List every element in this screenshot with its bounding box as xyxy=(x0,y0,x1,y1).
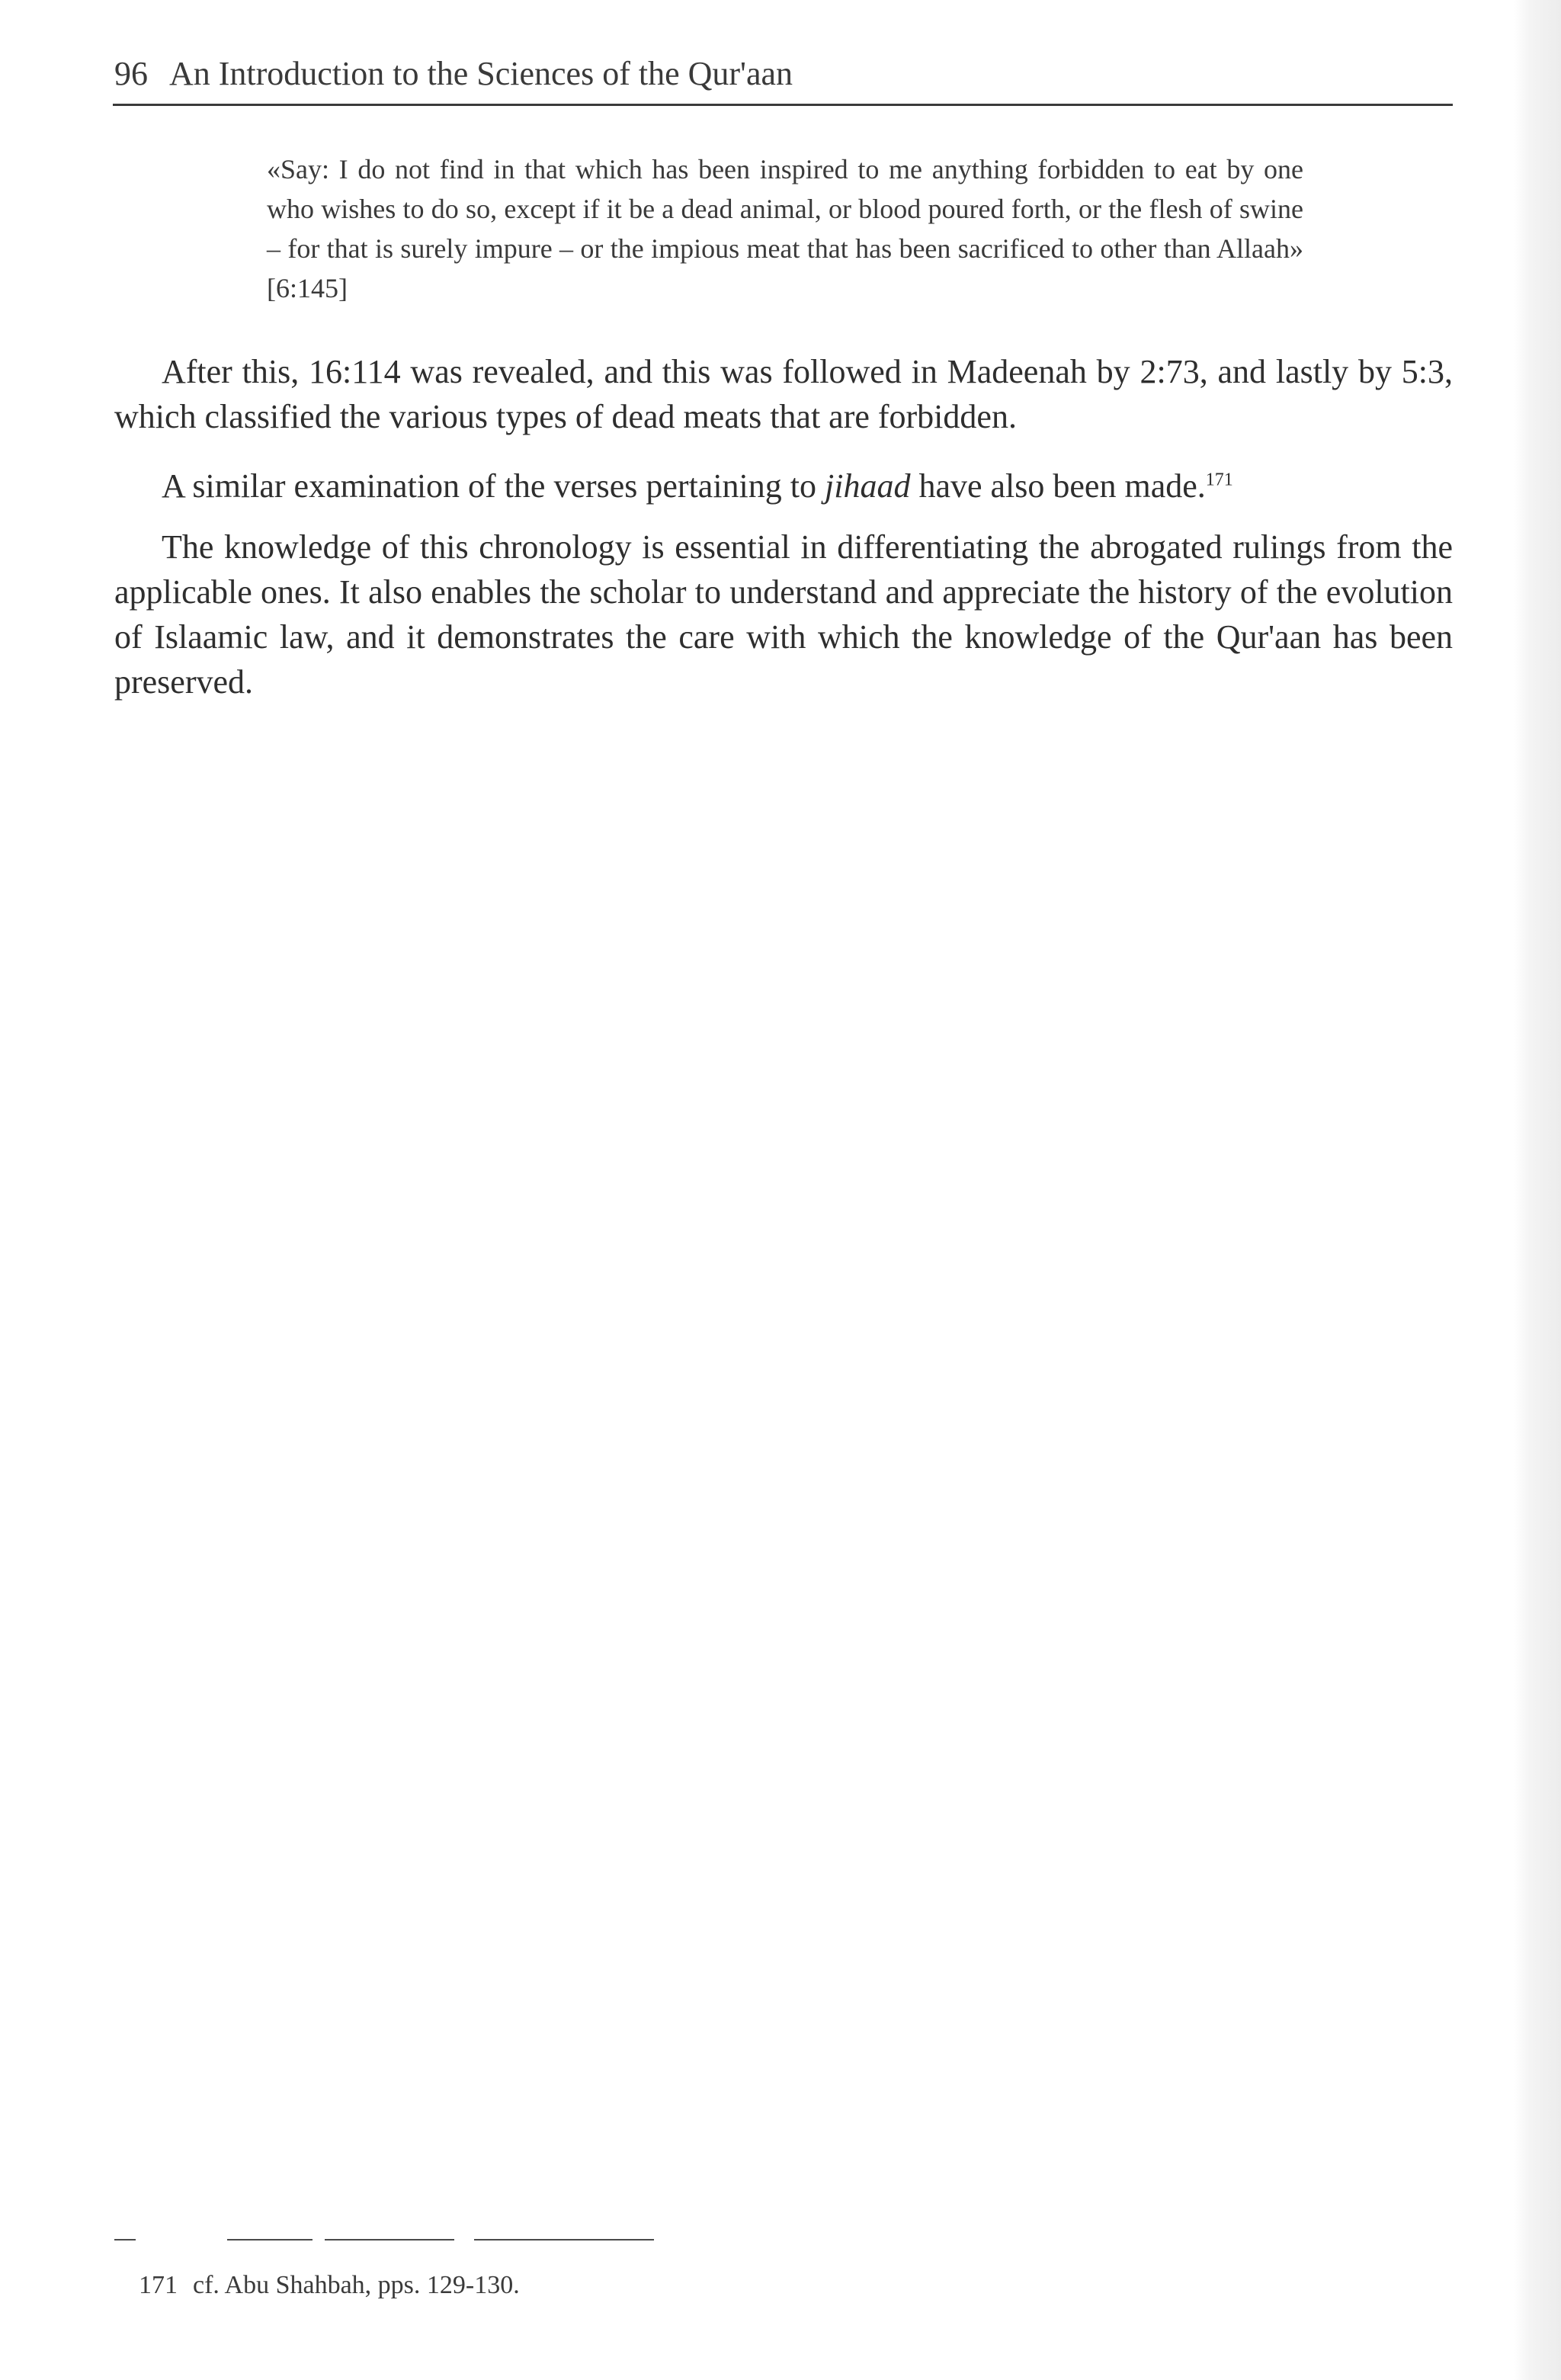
header-rule xyxy=(113,104,1453,106)
footnote-reference[interactable]: 171 xyxy=(1205,470,1233,490)
jihaad-term: jihaad xyxy=(825,467,911,505)
paragraph-jihaad-text-after: have also been made. xyxy=(910,467,1206,505)
footnote-rule-segment xyxy=(227,2239,313,2240)
running-title: An Introduction to the Sciences of the Qur'aan xyxy=(169,55,793,92)
block-quote: «Say: I do not find in that which has been inspired to me anything forbidden to eat by one who wishes to do so, except if it be a dead animal, or blood poured forth, or the flesh of swine – for that is surely impure – or the impious meat that has been sacrificed to other than Allaah» [6:145] xyxy=(267,154,1303,303)
page-edge-shadow xyxy=(1514,0,1561,2380)
footnote xyxy=(139,2267,520,2304)
paragraph-knowledge: The knowledge of this chronology is essential in differentiating the abrogated rulings from the applicable ones. It also enables the scholar to understand and appreciate the history of the evolution of Islaamic law, and it demonstrates the care with which the knowledge of the Qur'aan has been preserved. xyxy=(114,528,1453,701)
footnote-number: 171 xyxy=(139,2271,178,2299)
paragraph-jihaad xyxy=(114,463,1453,508)
paragraph-chronology: After this, 16:114 was revealed, and this was followed in Madeenah by 2:73, and lastly by 5:3, which classified the various types of dead meats that are forbidden. xyxy=(114,353,1453,435)
footnote-text: cf. Abu Shahbah, pps. 129-130. xyxy=(193,2271,520,2299)
page-number: 96 xyxy=(114,55,148,92)
footnote-rule-segment xyxy=(474,2239,654,2240)
running-head xyxy=(114,47,1456,101)
paragraph-jihaad-text-before: A similar examination of the verses pertaining to xyxy=(162,467,825,505)
footnote-rule-segment xyxy=(114,2239,136,2240)
footnote-rule-segment xyxy=(325,2239,454,2240)
